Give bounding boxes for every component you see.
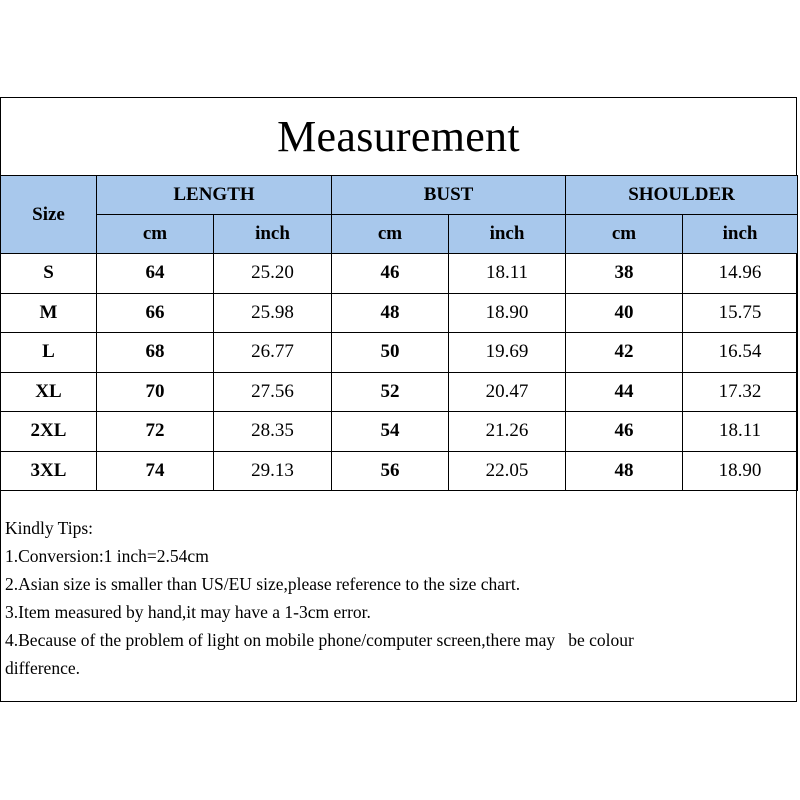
length-group-header: LENGTH: [97, 176, 332, 215]
table-row: [1, 254, 798, 294]
length-cm-header: cm: [97, 215, 214, 254]
bust-inch-cell: 19.69: [449, 333, 566, 373]
length-cm-cell: 72: [97, 412, 214, 452]
length-cm-cell: 74: [97, 451, 214, 491]
table-row: [1, 293, 798, 333]
length-inch-cell: 25.20: [214, 254, 332, 294]
shoulder-inch-cell: 14.96: [683, 254, 798, 294]
kindly-tips: [5, 514, 785, 682]
shoulder-inch-cell: 18.90: [683, 451, 798, 491]
bust-cm-cell: 56: [332, 451, 449, 491]
size-cell: M: [1, 293, 97, 333]
length-inch-header: inch: [214, 215, 332, 254]
tip-line: difference.: [5, 658, 80, 678]
shoulder-cm-cell: 46: [566, 412, 683, 452]
size-cell: S: [1, 254, 97, 294]
size-column-header: Size: [1, 176, 97, 254]
shoulder-cm-cell: 44: [566, 372, 683, 412]
bust-cm-cell: 50: [332, 333, 449, 373]
bust-cm-cell: 52: [332, 372, 449, 412]
shoulder-inch-cell: 15.75: [683, 293, 798, 333]
bust-inch-cell: 22.05: [449, 451, 566, 491]
length-inch-cell: 27.56: [214, 372, 332, 412]
tip-line: 1.Conversion:1 inch=2.54cm: [5, 546, 209, 566]
length-cm-cell: 70: [97, 372, 214, 412]
shoulder-inch-header: inch: [683, 215, 798, 254]
size-cell: 3XL: [1, 451, 97, 491]
bust-inch-cell: 18.11: [449, 254, 566, 294]
tip-line: 4.Because of the problem of light on mobile phone/computer screen,there may be colour: [5, 630, 634, 650]
table-row: [1, 412, 798, 452]
tip-line: 3.Item measured by hand,it may have a 1-3cm error.: [5, 602, 371, 622]
bust-cm-cell: 54: [332, 412, 449, 452]
length-inch-cell: 26.77: [214, 333, 332, 373]
size-chart-sheet: [0, 97, 797, 702]
shoulder-inch-cell: 16.54: [683, 333, 798, 373]
shoulder-cm-cell: 40: [566, 293, 683, 333]
bust-inch-cell: 20.47: [449, 372, 566, 412]
tip-line: 2.Asian size is smaller than US/EU size,please reference to the size chart.: [5, 574, 521, 594]
bust-inch-cell: 18.90: [449, 293, 566, 333]
length-inch-cell: 29.13: [214, 451, 332, 491]
size-cell: L: [1, 333, 97, 373]
shoulder-inch-cell: 17.32: [683, 372, 798, 412]
length-inch-cell: 28.35: [214, 412, 332, 452]
table-row: [1, 372, 798, 412]
length-cm-cell: 64: [97, 254, 214, 294]
length-inch-cell: 25.98: [214, 293, 332, 333]
shoulder-cm-cell: 42: [566, 333, 683, 373]
shoulder-cm-cell: 38: [566, 254, 683, 294]
tips-heading: Kindly Tips:: [5, 518, 94, 538]
length-cm-cell: 66: [97, 293, 214, 333]
bust-group-header: BUST: [332, 176, 566, 215]
bust-cm-cell: 48: [332, 293, 449, 333]
table-row: [1, 451, 798, 491]
size-cell: XL: [1, 372, 97, 412]
header-unit-row: [1, 215, 798, 254]
page-title: Measurement: [277, 112, 520, 161]
shoulder-inch-cell: 18.11: [683, 412, 798, 452]
bust-inch-header: inch: [449, 215, 566, 254]
size-table: [0, 175, 798, 491]
table-row: [1, 333, 798, 373]
bust-inch-cell: 21.26: [449, 412, 566, 452]
length-cm-cell: 68: [97, 333, 214, 373]
bust-cm-cell: 46: [332, 254, 449, 294]
size-cell: 2XL: [1, 412, 97, 452]
shoulder-group-header: SHOULDER: [566, 176, 798, 215]
shoulder-cm-cell: 48: [566, 451, 683, 491]
bust-cm-header: cm: [332, 215, 449, 254]
shoulder-cm-header: cm: [566, 215, 683, 254]
header-group-row: [1, 176, 798, 215]
